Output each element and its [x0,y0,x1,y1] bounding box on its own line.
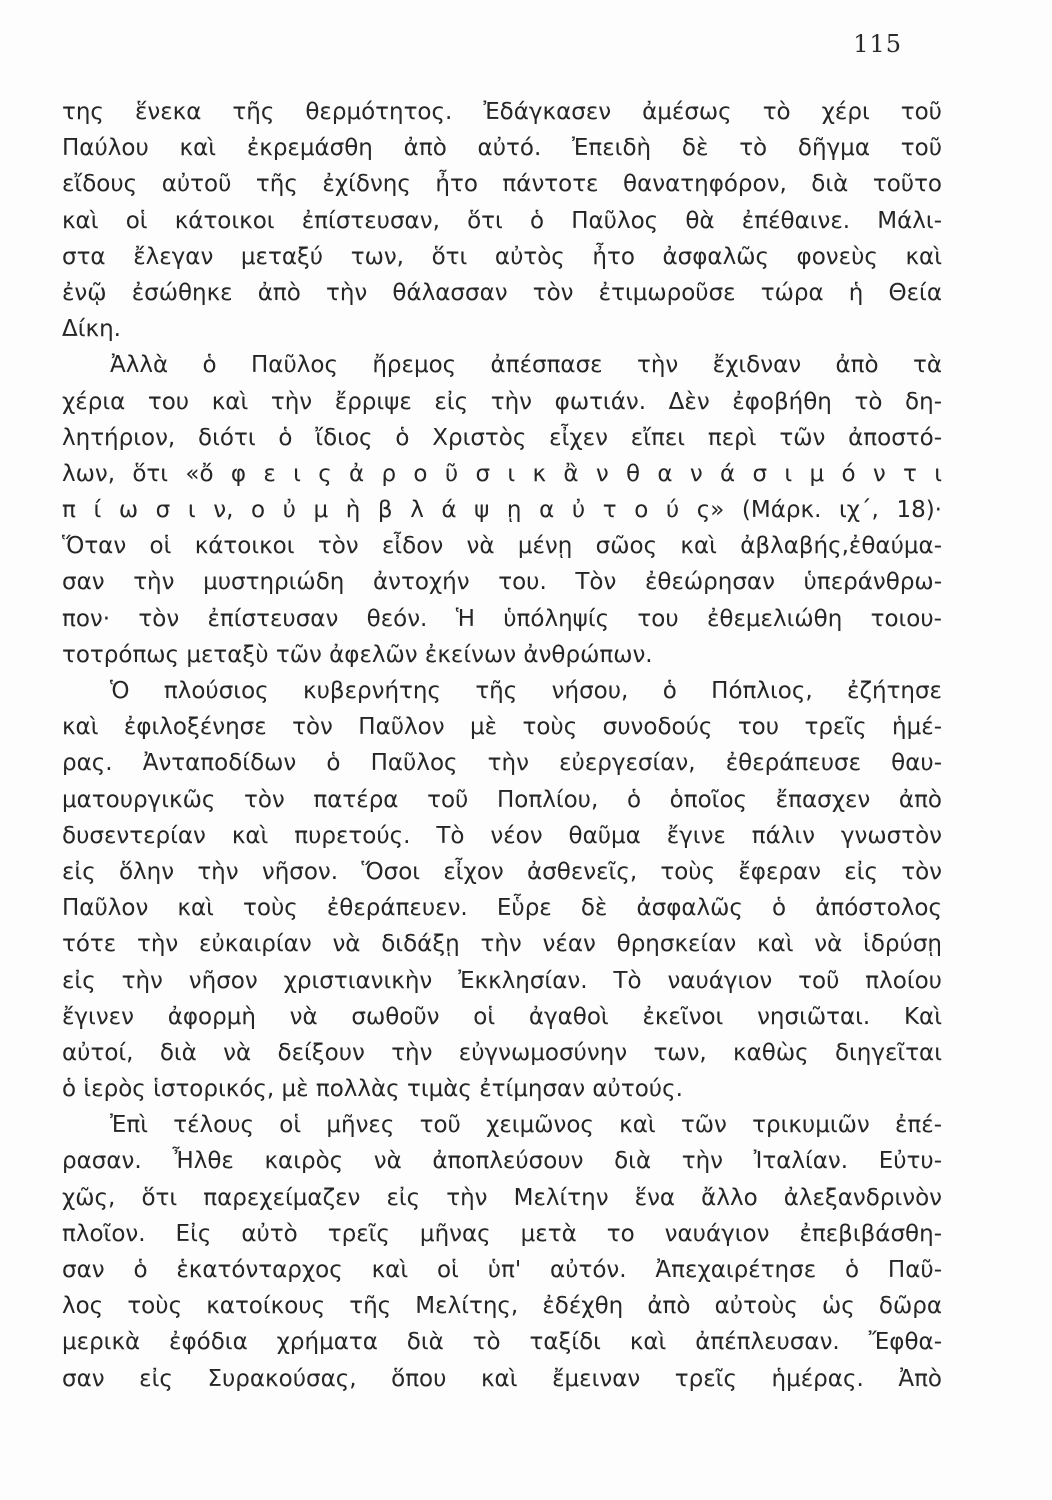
text-line: ρασαν. Ἦλθε καιρὸς νὰ ἀποπλεύσουν διὰ τὴν Ἰταλίαν. Εὐτυ- [62,1148,942,1175]
text-line: Ἐπὶ τέλους οἱ μῆνες τοῦ χειμῶνος καὶ τῶν τρικυμιῶν ἐπέ- [110,1112,942,1139]
text-line: πον· τὸν ἐπίστευσαν θεόν. Ἡ ὑπόληψίς του ἐθεμελιώθη τοιου- [62,605,942,632]
text-line: εἰς ὅλην τὴν νῆσον. Ὅσοι εἶχον ἀσθενεῖς, τοὺς ἔφεραν εἰς τὸν [62,858,942,885]
text-line: ματουργικῶς τὸν πατέρα τοῦ Ποπλίου, ὁ ὁποῖος ἔπασχεν ἀπὸ [62,786,942,813]
text-line: π ί ω σ ι ν, ο ὐ μ ὴ β λ ά ψ ῃ α ὐ τ ο ύ ς» (Μάρκ. ιχ΄, 18)· [62,497,942,524]
text-line: Ἀλλὰ ὁ Παῦλος ἤρεμος ἀπέσπασε τὴν ἔχιδναν ἀπὸ τὰ [110,352,942,379]
text-line: αὐτοί, διὰ νὰ δείξουν τὴν εὐγνωμοσύνην των, καθὼς διηγεῖται [62,1039,942,1066]
text-line: ἐνῷ ἐσώθηκε ἀπὸ τὴν θάλασσαν τὸν ἐτιμωροῦσε τώρα ἡ Θεία [62,279,942,306]
text-line: λος τοὺς κατοίκους τῆς Μελίτης, ἐδέχθη ἀπὸ αὐτοὺς ὡς δῶρα [62,1293,942,1320]
text-line: χῶς, ὅτι παρεχείμαζεν εἰς τὴν Μελίτην ἕνα ἄλλο ἀλεξανδρινὸν [62,1184,942,1211]
text-line: Ὅταν οἱ κάτοικοι τὸν εἶδον νὰ μένῃ σῶος καὶ ἀβλαβής,ἐθαύμα- [62,533,942,560]
text-line: της ἕνεκα τῆς θερμότητος. Ἐδάγκασεν ἀμέσως τὸ χέρι τοῦ [62,99,942,125]
body-text [62,94,942,1397]
text-line: καὶ ἐφιλοξένησε τὸν Παῦλον μὲ τοὺς συνοδούς του τρεῖς ἡμέ- [62,714,942,741]
text-line: Δίκη. [62,316,121,343]
text-line: ὁ ἱερὸς ἱστορικός, μὲ πολλὰς τιμὰς ἐτίμησαν αὐτούς. [62,1076,683,1103]
text-line: ἔγινεν ἀφορμὴ νὰ σωθοῦν οἱ ἀγαθοὶ ἐκεῖνοι νησιῶται. Καὶ [62,1003,942,1030]
text-line: τοτρόπως μεταξὺ τῶν ἀφελῶν ἐκείνων ἀνθρώπων. [62,641,653,668]
text-line: πλοῖον. Εἰς αὐτὸ τρεῖς μῆνας μετὰ το ναυάγιον ἐπεβιβάσθη- [62,1220,942,1247]
text-line: καὶ οἱ κάτοικοι ἐπίστευσαν, ὅτι ὁ Παῦλος θὰ ἐπέθαινε. Μάλι- [62,207,942,234]
text-line: εἴδους αὐτοῦ τῆς ἐχίδνης ἦτο πάντοτε θανατηφόρον, διὰ τοῦτο [62,171,942,198]
text-line: μερικὰ ἐφόδια χρήματα διὰ τὸ ταξίδι καὶ ἀπέπλευσαν. Ἔφθα- [62,1329,942,1356]
text-line: σαν τὴν μυστηριώδη ἀντοχήν του. Τὸν ἐθεώρησαν ὑπεράνθρω- [62,569,942,596]
page-number: 115 [853,30,902,58]
text-line: Ὁ πλούσιος κυβερνήτης τῆς νήσου, ὁ Πόπλιος, ἐζήτησε [110,678,942,704]
text-line: Παύλου καὶ ἐκρεμάσθη ἀπὸ αὐτό. Ἐπειδὴ δὲ τὸ δῆγμα τοῦ [62,135,942,162]
text-line: δυσεντερίαν καὶ πυρετούς. Τὸ νέον θαῦμα ἔγινε πάλιν γνωστὸν [62,822,942,849]
text-line: ρας. Ἀνταποδίδων ὁ Παῦλος τὴν εὐεργεσίαν, ἐθεράπευσε θαυ- [62,750,942,777]
text-line: Παῦλον καὶ τοὺς ἐθεράπευεν. Εὗρε δὲ ἀσφαλῶς ὁ ἀπόστολος [62,895,942,922]
text-line: λητήριον, διότι ὁ ἴδιος ὁ Χριστὸς εἶχεν εἴπει περὶ τῶν ἀποστό- [62,424,942,451]
text-line: εἰς τὴν νῆσον χριστιανικὴν Ἐκκλησίαν. Τὸ ναυάγιον τοῦ πλοίου [62,967,942,994]
text-line: στα ἔλεγαν μεταξύ των, ὅτι αὐτὸς ἦτο ἀσφαλῶς φονεὺς καὶ [62,243,942,270]
text-line: σαν εἰς Συρακούσας, ὅπου καὶ ἔμειναν τρεῖς ἡμέρας. Ἀπὸ [62,1365,942,1392]
text-line: σαν ὁ ἑκατόνταρχος καὶ οἱ ὑπ' αὐτόν. Ἀπεχαιρέτησε ὁ Παῦ- [62,1257,942,1283]
text-line: χέρια του καὶ τὴν ἔρριψε εἰς τὴν φωτιάν. Δὲν ἐφοβήθη τὸ δη- [62,388,942,415]
text-line: λων, ὅτι «ὄ φ ε ι ς ἀ ρ ο ῦ σ ι κ ἂ ν θ α ν ά σ ι μ ό ν τ ι [62,460,942,487]
text-line: τότε τὴν εὐκαιρίαν νὰ διδάξῃ τὴν νέαν θρησκείαν καὶ νὰ ἱδρύσῃ [62,931,942,958]
